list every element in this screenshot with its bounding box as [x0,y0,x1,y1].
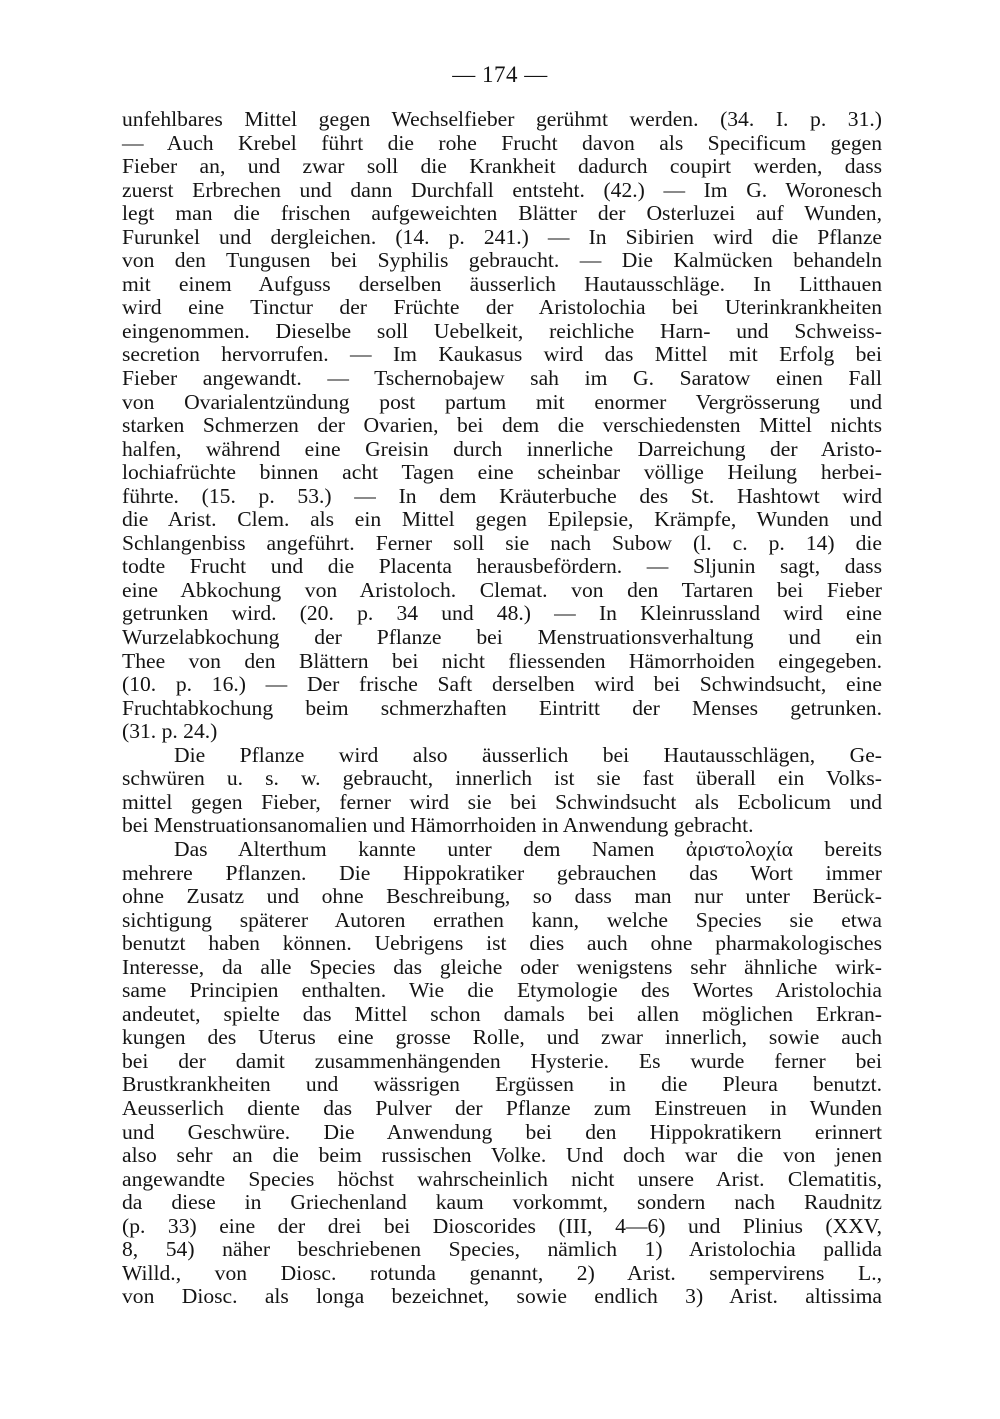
text-line: also sehr an die beim russischen Volke. Und doch war die von jenen [122,1143,882,1168]
text-line: Fieber an, und zwar soll die Krankheit dadurch coupirt werden, dass [122,154,882,179]
text-line: mit einem Aufguss derselben äusserlich Hautausschläge. In Litthauen [122,271,882,296]
text-line: von Diosc. als longa bezeichnet, sowie endlich 3) Arist. altissima [122,1284,882,1309]
text-line: sichtigung späterer Autoren errathen kann, welche Species sie etwa [122,907,882,932]
text-line: Das Alterthum kannte unter dem Namen ἀριστολοχία bereits [174,836,882,861]
text-line: 8, 54) näher beschriebenen Species, nämlich 1) Aristolochia pallida [122,1237,882,1262]
text-line: Willd., von Diosc. rotunda genannt, 2) Arist. sempervirens L., [122,1260,882,1285]
text-line: von den Tungusen bei Syphilis gebraucht. — Die Kalmücken behandeln [122,248,882,273]
text-line: schwüren u. s. w. gebraucht, innerlich ist sie fast überall ein Volks- [122,766,882,791]
text-line: ohne Zusatz und ohne Beschreibung, so dass man nur unter Berück- [122,884,882,909]
text-line: von Ovarialentzündung post partum mit enormer Vergrösserung und [122,389,882,414]
text-line: legt man die frischen aufgeweichten Blätter der Osterluzei auf Wunden, [122,201,882,226]
text-line: mittel gegen Fieber, ferner wird sie bei Schwindsucht als Ecbolicum und [122,789,882,814]
text-line: mehrere Pflanzen. Die Hippokratiker gebrauchen das Wort immer [122,860,882,885]
text-line: führte. (15. p. 53.) — In dem Kräuterbuche des St. Hashtowt wird [122,483,882,508]
text-line: die Arist. Clem. als ein Mittel gegen Epilepsie, Krämpfe, Wunden und [122,507,882,532]
text-line: zuerst Erbrechen und dann Durchfall entsteht. (42.) — Im G. Woronesch [122,177,882,202]
text-line: andeutet, spielte das Mittel schon damals bei allen möglichen Erkran- [122,1001,882,1026]
text-line: benutzt haben können. Uebrigens ist dies auch ohne pharmakologisches [122,931,882,956]
text-line: kungen des Uterus eine grosse Rolle, und zwar innerlich, sowie auch [122,1025,882,1050]
text-line: Fruchtabkochung beim schmerzhaften Eintritt der Menses getrunken. [122,695,882,720]
text-line: angewandte Species höchst wahrscheinlich nicht unsere Arist. Clematitis, [122,1166,882,1191]
text-line: starken Schmerzen der Ovarien, bei dem die verschiedensten Mittel nichts [122,413,882,438]
page-number: — 174 — [452,62,548,87]
text-line: secretion hervorrufen. — Im Kaukasus wird das Mittel mit Erfolg bei [122,342,882,367]
text-line: halfen, während eine Greisin durch innerliche Darreichung der Aristo- [122,436,882,461]
text-line: Schlangenbiss angeführt. Ferner soll sie nach Subow (l. c. p. 14) die [122,530,882,555]
text-line: bei Menstruationsanomalien und Hämorrhoiden in Anwendung gebracht. [122,813,754,838]
text-line: und Geschwüre. Die Anwendung bei den Hippokratikern erinnert [122,1119,882,1144]
text-line: wird eine Tinctur der Früchte der Aristolochia bei Uterinkrankheiten [122,295,882,320]
text-line: — Auch Krebel führt die rohe Frucht davon als Specificum gegen [122,130,882,155]
text-line: (10. p. 16.) — Der frische Saft derselben wird bei Schwindsucht, eine [122,672,882,697]
text-line: (31. p. 24.) [122,719,218,744]
text-line: getrunken wird. (20. p. 34 und 48.) — In Kleinrussland wird eine [122,601,882,626]
text-line: (p. 33) eine der drei bei Dioscorides (III, 4—6) und Plinius (XXV, [122,1213,882,1238]
text-line: Wurzelabkochung der Pflanze bei Menstruationsverhaltung und ein [122,625,882,650]
text-line: Interesse, da alle Species das gleiche oder wenigstens sehr ähnliche wirk- [122,954,882,979]
text-line: Thee von den Blättern bei nicht fliessenden Hämorrhoiden eingegeben. [122,648,882,673]
text-line: same Principien enthalten. Wie die Etymologie des Wortes Aristolochia [122,978,882,1003]
text-line: lochiafrüchte binnen acht Tagen eine scheinbar völlige Heilung herbei- [122,460,882,485]
text-line: Die Pflanze wird also äusserlich bei Hautausschlägen, Ge- [174,742,882,767]
text-line: unfehlbares Mittel gegen Wechselfieber gerühmt werden. (34. I. p. 31.) [122,107,882,131]
text-line: Furunkel und dergleichen. (14. p. 241.) — In Sibirien wird die Pflanze [122,224,882,249]
text-line: Fieber angewandt. — Tschernobajew sah im G. Saratow einen Fall [122,366,882,391]
text-line: bei der damit zusammenhängenden Hysterie. Es wurde ferner bei [122,1048,882,1073]
text-line: da diese in Griechenland kaum vorkommt, sondern nach Raudnitz [122,1190,882,1215]
text-line: Aeusserlich diente das Pulver der Pflanze zum Einstreuen in Wunden [122,1095,882,1120]
text-line: eingenommen. Dieselbe soll Uebelkeit, reichliche Harn- und Schweiss- [122,318,882,343]
text-line: eine Abkochung von Aristoloch. Clemat. von den Tartaren bei Fieber [122,577,882,602]
text-line: Brustkrankheiten und wässrigen Ergüssen in die Pleura benutzt. [122,1072,882,1097]
text-line: todte Frucht und die Placenta herausbefördern. — Sljunin sagt, dass [122,554,882,579]
body-text [122,108,882,1309]
